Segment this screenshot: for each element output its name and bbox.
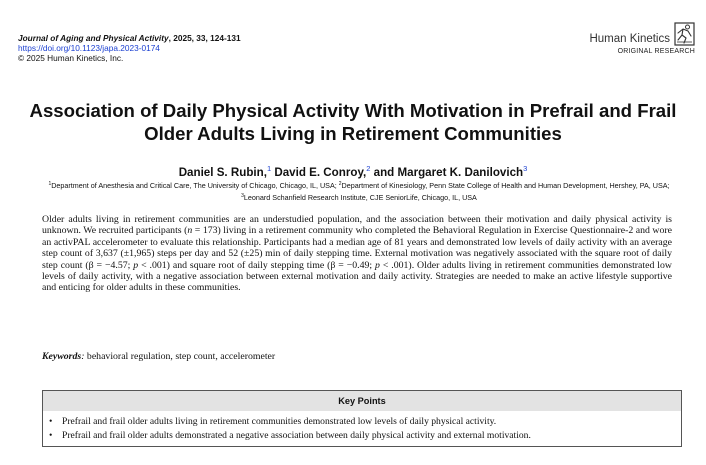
affiliation-number: 3 — [241, 193, 244, 200]
article-type: ORIGINAL RESEARCH — [617, 48, 695, 55]
keywords-label: Keywords — [42, 351, 82, 362]
affiliations — [38, 179, 680, 203]
key-points-list — [43, 411, 681, 443]
key-points-title: Key Points — [43, 391, 681, 411]
journal-citation — [18, 33, 241, 43]
affiliation-number: 2 — [338, 181, 342, 187]
author-affiliation-link[interactable]: 1 — [266, 164, 272, 173]
author-name: Daniel S. Rubin, — [178, 166, 267, 179]
key-points-box — [42, 390, 682, 447]
journal-meta: , 2025, 33, 124-131 — [168, 33, 241, 43]
doi-link[interactable]: https://doi.org/10.1123/japa.2023-0174 — [18, 43, 160, 54]
keywords-text: behavioral regulation, step count, accelerometer — [86, 351, 276, 362]
paper-title: Association of Daily Physical Activity With Motivation in Prefrail and Frail Older Adults Living in Retirement Communities — [29, 100, 677, 144]
affiliation-text: Leonard Schanfield Research Institute, CJE SeniorLife, Chicago, IL, USA — [243, 193, 477, 203]
author-list: Daniel S. Rubin,$^1$ David E. Conroy,$^2$ and Margaret K. Danilovich$^3$ — [178, 164, 528, 179]
affiliation-text: Department of Kinesiology, Penn State College of Health and Human Development, Hershey, PA, USA; — [341, 181, 670, 190]
key-point-item: • Prefrail and frail older adults demonstrated a negative association between daily physical activity and external motivation. — [49, 429, 681, 443]
human-kinetics-logo-icon — [674, 22, 695, 46]
publisher-block — [589, 22, 695, 55]
author-affiliation-link[interactable]: 2 — [366, 164, 371, 173]
journal-name: Journal of Aging and Physical Activity — [18, 33, 169, 43]
journal-header — [18, 33, 241, 64]
keywords: Keywords: behavioral regulation, step count, accelerometer — [42, 351, 276, 362]
key-point-item: • Prefrail and frail older adults living in retirement communities demonstrated low levels of daily physical activity. — [49, 415, 681, 429]
copyright: © 2025 Human Kinetics, Inc. — [18, 53, 124, 64]
affiliation-number: 1 — [48, 181, 52, 187]
abstract: Older adults living in retirement communities are an understudied population, and the association between their motivation and daily physical activity is unknown. We recruited participants (n = 173) living in a retirement community who completed the Behavioral Regulation in Exercise Questionnaire-2 and wore an activPAL accelerometer to evaluate this relationship. Participants had a median age of 81 years and demonstrated low levels of daily activity with an average step count of 3,637 (±1,965) steps per day and 52 (±25) min of daily stepping time. External motivation was negatively associated with the square root of daily step count (β = −4.57; p < .001) and square root of daily stepping time (β = −0.49; p < .001). Older adults living in retirement communities demonstrated low levels of daily activity, with a negative association between external motivation and daily activity. Strategies are needed to make an active lifestyle supportive and enticing for older adults in these communities. — [42, 214, 672, 294]
author-name: Margaret K. Danilovich — [397, 166, 524, 179]
affiliation-text: Department of Anesthesia and Critical Care, The University of Chicago, Chicago, IL, USA; — [51, 181, 339, 190]
author-name: David E. Conroy, — [274, 166, 367, 179]
publisher-name: Human Kinetics — [589, 33, 670, 45]
author-affiliation-link[interactable]: 3 — [523, 164, 528, 173]
